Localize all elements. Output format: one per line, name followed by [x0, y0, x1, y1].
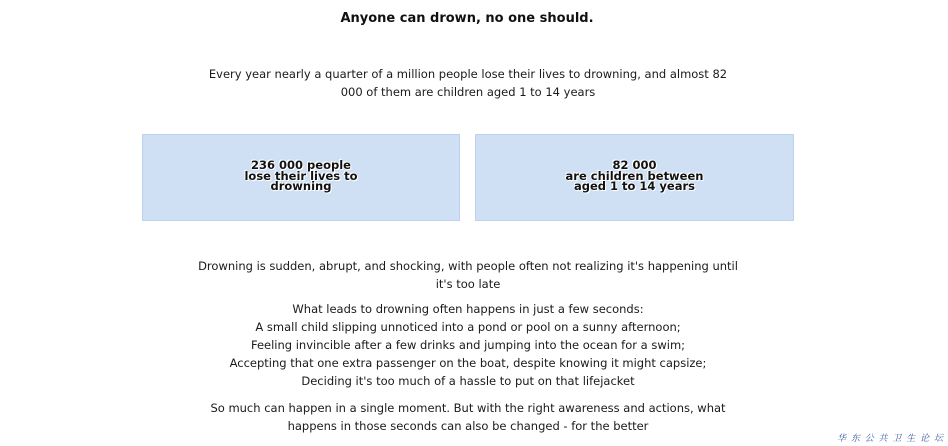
causes-lead: What leads to drowning often happens in just a few seconds:: [292, 302, 644, 316]
stat-box-people: [142, 134, 460, 221]
cause-item: Deciding it's too much of a hassle to put on that lifejacket: [301, 374, 635, 388]
cause-item: Accepting that one extra passenger on the boat, despite knowing it might capsize;: [229, 356, 707, 370]
cause-item: Feeling invincible after a few drinks and jumping into the ocean for a swim;: [250, 338, 686, 352]
stat-line: 82 000: [612, 158, 657, 173]
stat-text-people: [244, 160, 357, 192]
page-title: Anyone can drown, no one should.: [340, 11, 594, 26]
stat-line: drowning: [270, 179, 332, 194]
stat-line: 236 000 people: [251, 158, 351, 173]
intro-text: Every year nearly a quarter of a million people lose their lives to drowning, and almost 82 000 of them are children aged 1 to 14 years: [208, 67, 728, 99]
paragraph-conclusion: So much can happen in a single moment. But with the right awareness and actions, what happens in those seconds can also be changed - for the better: [210, 401, 726, 433]
stat-line: lose their lives to: [244, 168, 358, 183]
stat-line: aged 1 to 14 years: [573, 179, 695, 194]
paragraph-drowning-sudden: Drowning is sudden, abrupt, and shocking, with people often not realizing it's happening until it's too late: [198, 259, 738, 291]
watermark: 华 东 公 共 卫 生 论 坛: [836, 434, 944, 444]
stat-line: are children between: [565, 168, 704, 183]
cause-item: A small child slipping unnoticed into a pond or pool on a sunny afternoon;: [255, 320, 681, 334]
stat-text-children: [566, 160, 704, 192]
paragraph-causes: [188, 300, 748, 390]
stat-box-children: [475, 134, 794, 221]
